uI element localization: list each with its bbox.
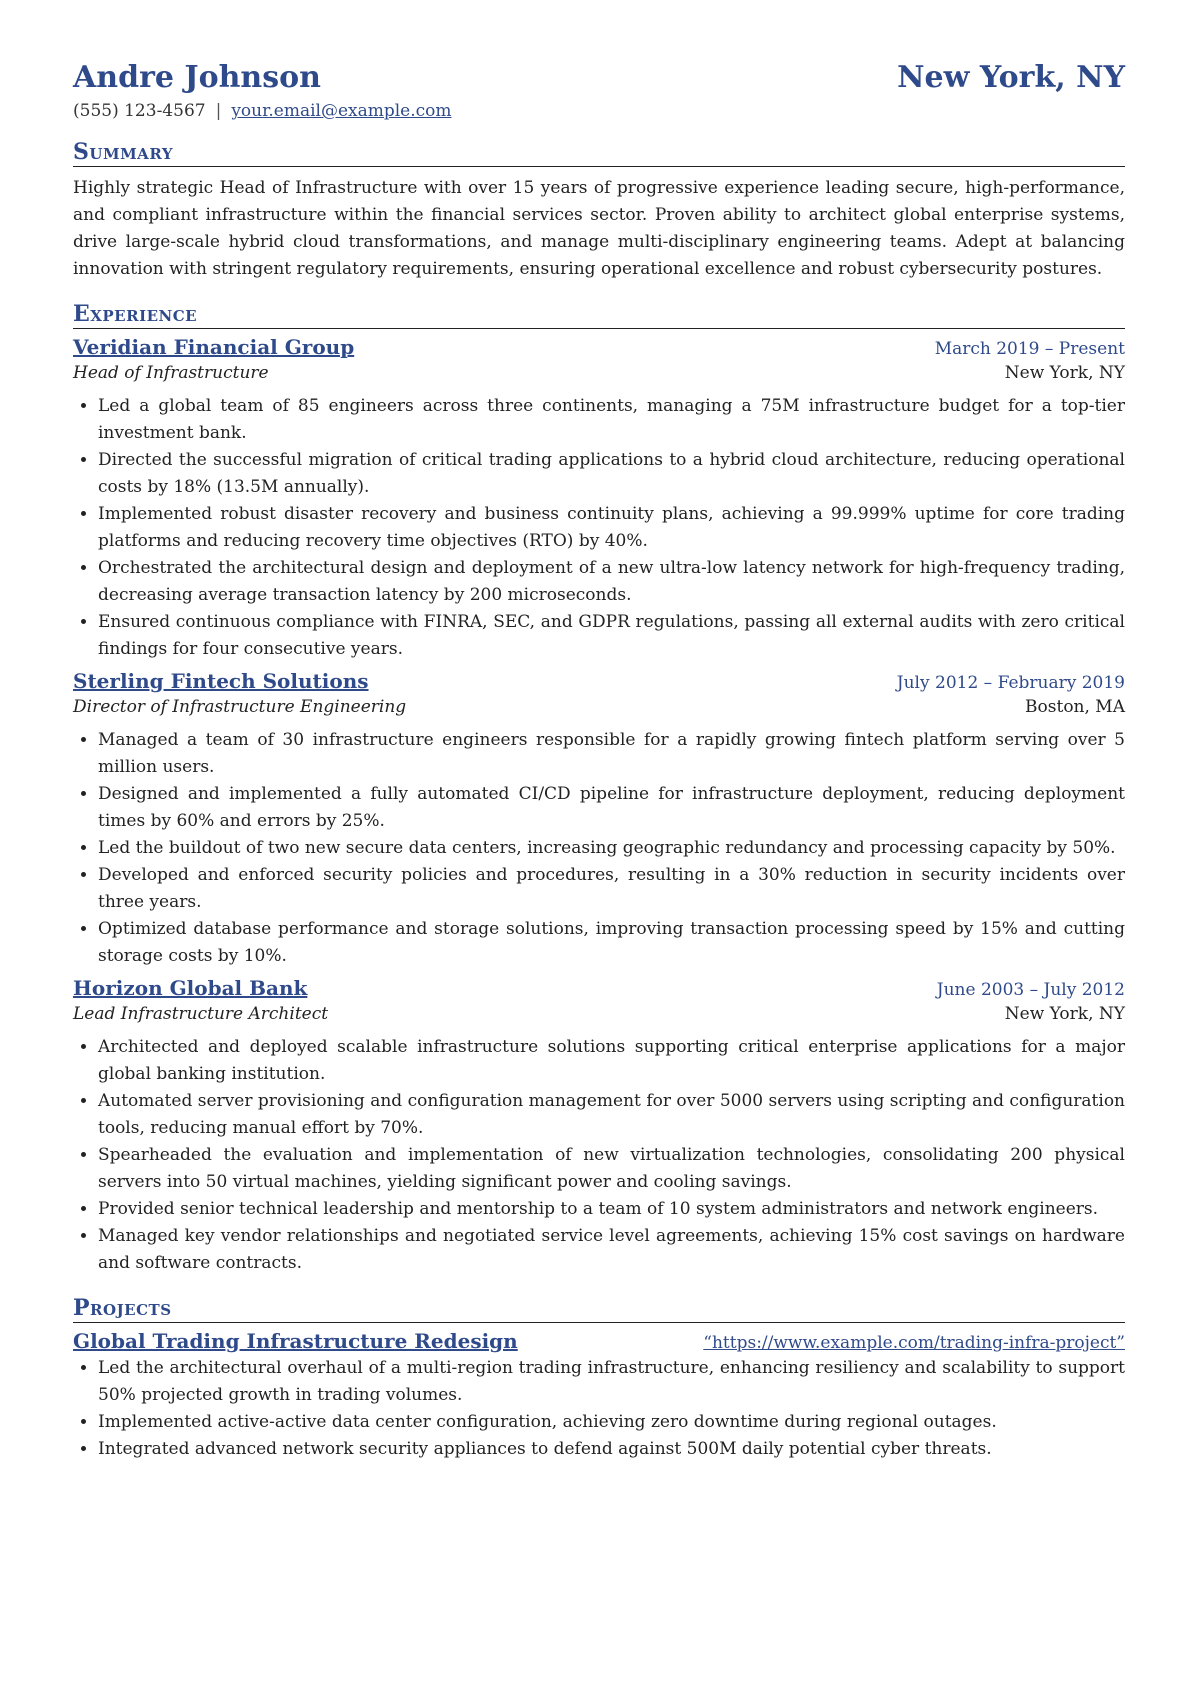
projects-list [73,1329,1125,1463]
job-subheader [73,697,1125,717]
experience-list [73,335,1125,1277]
job-entry [73,976,1125,1277]
job-location: New York, NY [1004,1004,1125,1024]
job-bullets [73,1034,1125,1277]
project-header [73,1329,1125,1353]
job-location: Boston, MA [1025,697,1125,717]
email-link[interactable]: your.email@example.com [231,101,452,121]
job-bullet: • Ensured continuous compliance with FINRA, SEC, and GDPR regulations, passing all external audits with zero critical findings for four consecutive years. [98,609,1125,663]
job-header [73,335,1125,359]
candidate-location: New York, NY [897,60,1125,95]
job-header [73,669,1125,693]
job-bullet: • Developed and enforced security policies and procedures, resulting in a 30% reduction in security incidents over three years. [98,862,1125,916]
project-entry [73,1329,1125,1463]
job-role: Head of Infrastructure [73,363,269,383]
contact-line [73,101,1125,121]
job-role: Director of Infrastructure Engineering [73,697,407,717]
job-bullets [73,393,1125,663]
section-title-summary: Summary [73,139,1125,167]
job-bullet: • Optimized database performance and storage solutions, improving transaction processing speed by 15% and cutting storage costs by 10%. [98,916,1125,970]
job-bullet: • Managed a team of 30 infrastructure engineers responsible for a rapidly growing fintech platform serving over 5 million users. [98,727,1125,781]
company-name[interactable]: Sterling Fintech Solutions [73,669,369,693]
job-location: New York, NY [1004,363,1125,383]
project-link[interactable]: “https://www.example.com/trading-infra-project” [703,1333,1125,1353]
job-bullet: • Led the buildout of two new secure data centers, increasing geographic redundancy and processing capacity by 50%. [98,835,1125,862]
company-name[interactable]: Veridian Financial Group [73,335,355,359]
job-bullet: • Provided senior technical leadership and mentorship to a team of 10 system administrators and network engineers. [98,1196,1125,1223]
job-entry [73,335,1125,663]
project-bullet: • Implemented active-active data center configuration, achieving zero downtime during regional outages. [98,1409,1125,1436]
job-subheader [73,363,1125,383]
job-subheader [73,1004,1125,1024]
job-bullet: • Directed the successful migration of critical trading applications to a hybrid cloud architecture, reducing operational costs by 18% (13.5M annually). [98,447,1125,501]
company-name[interactable]: Horizon Global Bank [73,976,308,1000]
contact-separator: | [215,101,222,121]
job-dates: March 2019 – Present [934,339,1125,359]
resume-page [73,60,1125,1463]
section-title-projects: Projects [73,1295,1125,1323]
job-bullets [73,727,1125,970]
project-bullet: • Integrated advanced network security appliances to defend against 500M daily potential cyber threats. [98,1436,1125,1463]
candidate-name: Andre Johnson [73,60,321,95]
summary-text: Highly strategic Head of Infrastructure with over 15 years of progressive experience leading secure, high-performance, and compliant infrastructure within the financial services sector. Proven ability to architect global enterprise systems, drive large-scale hybrid cloud transformations, and manage multi-disciplinary engineering teams. Adept at balancing innovation with stringent regulatory requirements, ensuring operational excellence and robust cybersecurity postures. [73,178,1125,279]
job-header [73,976,1125,1000]
section-title-experience: Experience [73,301,1125,329]
job-bullet: • Architected and deployed scalable infrastructure solutions supporting critical enterprise applications for a major global banking institution. [98,1034,1125,1088]
job-role: Lead Infrastructure Architect [73,1004,329,1024]
project-bullets [73,1355,1125,1463]
job-bullet: • Spearheaded the evaluation and implementation of new virtualization technologies, consolidating 200 physical servers into 50 virtual machines, yielding significant power and cooling savings. [98,1142,1125,1196]
job-bullet: • Led a global team of 85 engineers across three continents, managing a 75M infrastructure budget for a top-tier investment bank. [98,393,1125,447]
project-bullet: • Led the architectural overhaul of a multi-region trading infrastructure, enhancing resiliency and scalability to support 50% projected growth in trading volumes. [98,1355,1125,1409]
job-bullet: • Automated server provisioning and configuration management for over 5000 servers using scripting and configuration tools, reducing manual effort by 70%. [98,1088,1125,1142]
project-title[interactable]: Global Trading Infrastructure Redesign [73,1329,518,1353]
job-dates: June 2003 – July 2012 [936,980,1125,1000]
resume-header [73,60,1125,95]
job-bullet: • Designed and implemented a fully automated CI/CD pipeline for infrastructure deployment, reducing deployment times by 60% and errors by 25%. [98,781,1125,835]
job-bullet: • Orchestrated the architectural design and deployment of a new ultra-low latency network for high-frequency trading, decreasing average transaction latency by 200 microseconds. [98,555,1125,609]
phone-number: (555) 123-4567 [73,101,206,121]
job-bullet: • Implemented robust disaster recovery and business continuity plans, achieving a 99.999% uptime for core trading platforms and reducing recovery time objectives (RTO) by 40%. [98,501,1125,555]
job-bullet: • Managed key vendor relationships and negotiated service level agreements, achieving 15% cost savings on hardware and software contracts. [98,1223,1125,1277]
job-dates: July 2012 – February 2019 [896,673,1125,693]
job-entry [73,669,1125,970]
